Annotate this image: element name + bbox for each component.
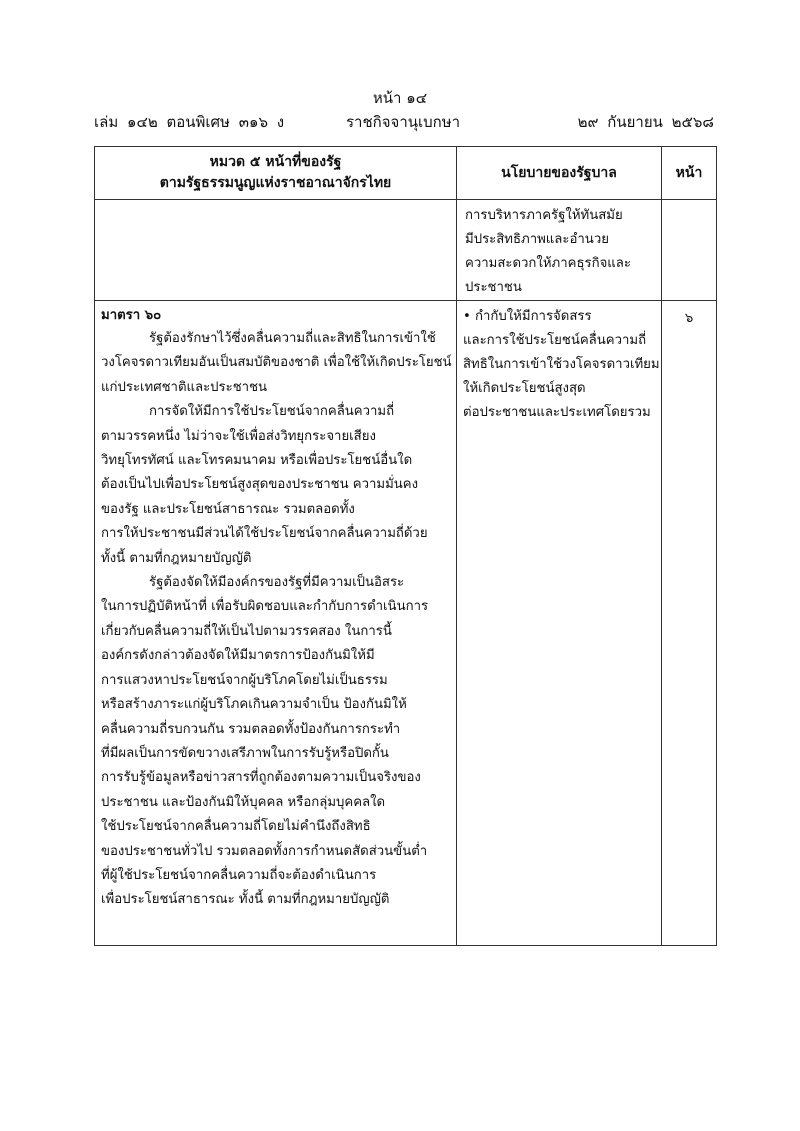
policy-line: และการใช้ประโยชน์คลื่นความถี่ [463, 333, 647, 348]
continued-policy-text [457, 200, 661, 300]
header-constitution-line1: หมวด ๕ หน้าที่ของรัฐ [209, 154, 342, 170]
section-line: ใช้ประโยชน์จากคลื่นความถี่โดยไม่คำนึงถึงสิทธิ [101, 819, 371, 835]
section-line: การรับรู้ข้อมูลหรือข่าวสารที่ถูกต้องตามความเป็นจริงของ [101, 770, 421, 786]
section-line: การจัดให้มีการใช้ประโยชน์จากคลื่นความถี่ [149, 404, 395, 420]
policy-line: การบริหารภาครัฐให้ทันสมัย [465, 208, 623, 223]
section-line: องค์กรดังกล่าวต้องจัดให้มีมาตรการป้องกันมิให้มี [101, 648, 375, 664]
section-line: วงโคจรดาวเทียมอันเป็นสมบัติของชาติ เพื่อใช้ให้เกิดประโยชน์ [101, 355, 452, 371]
header-constitution-line2: ตามรัฐธรรมนูญแห่งราชอาณาจักรไทย [159, 175, 392, 191]
section-60-policy-cell [457, 301, 662, 946]
section-line: รัฐต้องรักษาไว้ซึ่งคลื่นความถี่และสิทธิในการเข้าใช้ [149, 331, 436, 346]
volume-issue: เล่ม ๑๔๒ ตอนพิเศษ ๓๑๖ ง [94, 113, 285, 131]
empty-constitution-cell [95, 200, 457, 301]
table-header-row [95, 147, 717, 200]
section-line: เพื่อประโยชน์สาธารณะ ทั้งนี้ ตามที่กฎหมายบัญญัติ [101, 892, 390, 908]
gazette-header [94, 110, 714, 132]
section-line: รัฐต้องจัดให้มีองค์กรของรัฐที่มีความเป็นอิสระ [149, 575, 405, 591]
policy-line: ต่อประชาชนและประเทศโดยรวม [463, 405, 651, 420]
section-body [95, 327, 456, 913]
policy-line [463, 305, 655, 329]
policy-line: ความสะดวกให้ภาคธุรกิจและ [465, 256, 631, 271]
section-line: ในการปฏิบัติหน้าที่ เพื่อรับผิดชอบและกำกับการดำเนินการ [101, 599, 429, 615]
section-line: ต้องเป็นไปเพื่อประโยชน์สูงสุดของประชาชน ความมั่นคง [101, 477, 419, 493]
section-60-page-cell [662, 301, 717, 946]
policy-line: ให้เกิดประโยชน์สูงสุด [463, 381, 586, 396]
section-line: การให้ประชาชนมีส่วนได้ใช้ประโยชน์จากคลื่นความถี่ด้วย [101, 526, 428, 542]
section-60-policy-text [457, 301, 661, 425]
page-number: หน้า ๑๔ [372, 89, 428, 107]
section-line: เกี่ยวกับคลื่นความถี่ให้เป็นไปตามวรรคสอง ในการนี้ [101, 623, 392, 639]
table-row [95, 301, 717, 946]
section-line: ประชาชน และป้องกันมิให้บุคคล หรือกลุ่มบุคคลใด [101, 794, 386, 810]
section-line: วิทยุโทรทัศน์ และโทรคมนาคม หรือเพื่อประโยชน์อื่นใด [101, 453, 413, 469]
header-policy: นโยบายของรัฐบาล [457, 147, 662, 200]
bullet-icon: • [463, 309, 471, 324]
section-line: ที่ผู้ใช้ประโยชน์จากคลื่นความถี่จะต้องดำเนินการ [101, 867, 377, 883]
section-line: ตามวรรคหนึ่ง ไม่ว่าจะใช้เพื่อส่งวิทยุกระจายเสียง [101, 428, 376, 444]
policy-line: มีประสิทธิภาพและอำนวย [465, 232, 609, 247]
gazette-title: ราชกิจจานุเบกษา [346, 113, 461, 131]
continued-policy-cell [457, 200, 662, 301]
section-title: มาตรา ๖๐ [101, 308, 162, 323]
section-line: หรือสร้างภาระแก่ผู้บริโภคเกินความจำเป็น ป้องกันมิให้ [101, 697, 407, 713]
page-reference: ๖ [684, 311, 694, 326]
policy-line: สิทธิในการเข้าใช้วงโคจรดาวเทียม [463, 357, 660, 372]
section-line: ที่มีผลเป็นการขัดขวางเสรีภาพในการรับรู้หรือปิดกั้น [101, 745, 389, 761]
policy-table [94, 146, 717, 946]
section-line: ทั้งนี้ ตามที่กฎหมายบัญญัติ [101, 550, 252, 566]
section-line: คลื่นความถี่รบกวนกัน รวมตลอดทั้งป้องกันการกระทำ [101, 721, 401, 737]
policy-line: ประชาชน [465, 280, 522, 295]
publication-date: ๒๙ กันยายน ๒๕๖๘ [577, 113, 714, 131]
policy-line-text: กำกับให้มีการจัดสรร [475, 309, 592, 324]
header-constitution [95, 147, 457, 200]
section-line: แก่ประเทศชาติและประชาชน [101, 379, 268, 395]
section-line: การแสวงหาประโยชน์จากผู้บริโภคโดยไม่เป็นธรรม [101, 672, 388, 688]
section-line: ของประชาชนทั่วไป รวมตลอดทั้งการกำหนดสัดส่วนขั้นต่ำ [101, 843, 428, 859]
table-row [95, 200, 717, 301]
section-line: ของรัฐ และประโยชน์สาธารณะ รวมตลอดทั้ง [101, 501, 355, 517]
section-60-cell [95, 301, 457, 946]
header-page: หน้า [662, 147, 717, 200]
empty-page-cell [662, 200, 717, 301]
